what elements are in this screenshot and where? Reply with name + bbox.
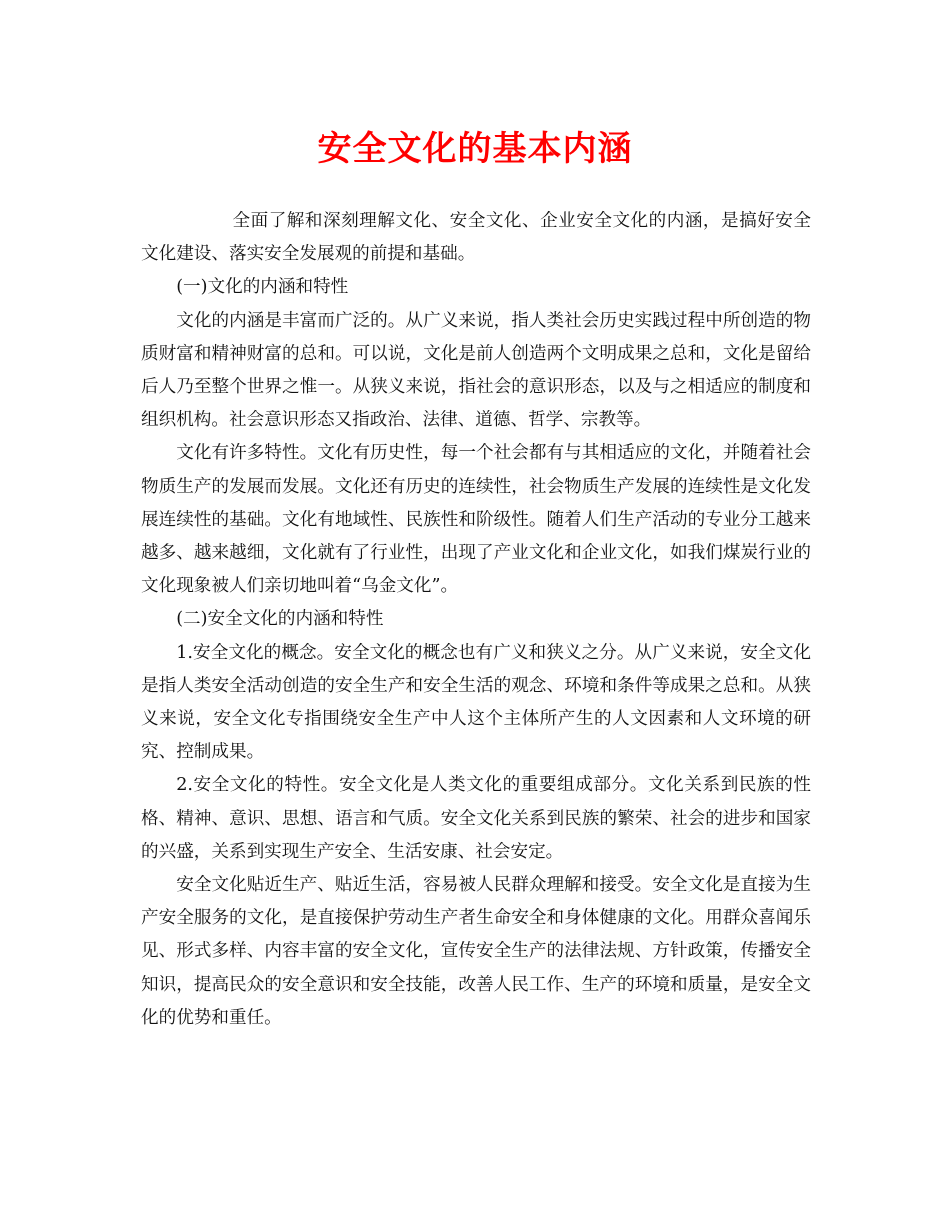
paragraph-safety-culture-role: 安全文化贴近生产、贴近生活，容易被人民群众理解和接受。安全文化是直接为生产安全服务的文化，是直接保护劳动生产者生命安全和身体健康的文化。用群众喜闻乐见、形式多样、内容丰富的安全文化，宣传安全生产的法律法规、方针政策，传播安全知识，提高民众的安全意识和安全技能，改善人民工作、生产的环境和质量，是安全文化的优势和重任。: [141, 875, 811, 1028]
paragraph-safety-culture-concept: 1.安全文化的概念。安全文化的概念也有广义和狭义之分。从广义来说，安全文化是指人类安全活动创造的安全生产和安全生活的观念、环境和条件等成果之总和。从狭义来说，安全文化专指围绕安全生产中人这个主体所产生的人文因素和人文环境的研究、控制成果。: [141, 642, 811, 763]
paragraph-safety-culture-traits: 2.安全文化的特性。安全文化是人类文化的重要组成部分。文化关系到民族的性格、精神、意识、思想、语言和气质。安全文化关系到民族的繁荣、社会的进步和国家的兴盛，关系到实现生产安全、生活安康、社会安定。: [141, 775, 811, 862]
document-title: 安全文化的基本内涵: [317, 129, 633, 169]
section-heading-safety-culture: (二)安全文化的内涵和特性: [176, 609, 384, 630]
paragraph-culture-traits: 文化有许多特性。文化有历史性，每一个社会都有与其相适应的文化，并随着社会物质生产的发展而发展。文化还有历史的连续性，社会物质生产发展的连续性是文化发展连续性的基础。文化有地域性、民族性和阶级性。随着人们生产活动的专业分工越来越多、越来越细，文化就有了行业性，出现了产业文化和企业文化，如我们煤炭行业的文化现象被人们亲切地叫着“乌金文化”。: [141, 443, 811, 597]
paragraph-culture-definition: 文化的内涵是丰富而广泛的。从广义来说，指人类社会历史实践过程中所创造的物质财富和精神财富的总和。可以说，文化是前人创造两个文明成果之总和，文化是留给后人乃至整个世界之惟一。从狭义来说，指社会的意识形态，以及与之相适应的制度和组织机构。社会意识形态又指政治、法律、道德、哲学、宗教等。: [141, 310, 811, 431]
section-heading-culture: (一)文化的内涵和特性: [176, 277, 349, 298]
intro-paragraph: 全面了解和深刻理解文化、安全文化、企业安全文化的内涵，是搞好安全文化建设、落实安全发展观的前提和基础。: [141, 211, 811, 265]
document-body: [141, 205, 811, 1035]
